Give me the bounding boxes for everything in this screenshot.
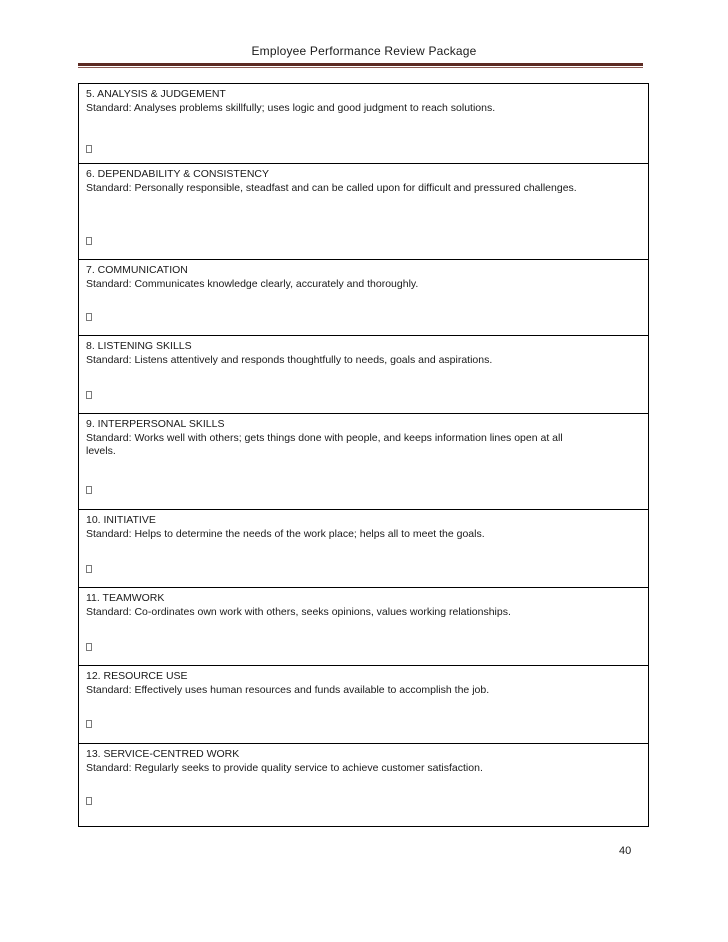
- section-dependability-consistency: [79, 164, 648, 260]
- section-standard: Standard: Helps to determine the needs of the work place; helps all to meet the goals.: [86, 527, 485, 540]
- section-title: 10. INITIATIVE: [86, 514, 156, 526]
- section-title: 6. DEPENDABILITY & CONSISTENCY: [86, 168, 270, 180]
- section-standard: Standard: Effectively uses human resources and funds available to accomplish the job.: [86, 683, 490, 696]
- section-interpersonal-skills: [79, 414, 648, 510]
- section-standard: Standard: Communicates knowledge clearly, accurately and thoroughly.: [86, 277, 419, 290]
- section-title: 9. INTERPERSONAL SKILLS: [86, 418, 225, 430]
- rating-checkbox[interactable]: [86, 486, 92, 494]
- rating-checkbox[interactable]: [86, 313, 92, 321]
- section-standard: Standard: Analyses problems skillfully; uses logic and good judgment to reach solutions.: [86, 101, 496, 114]
- review-criteria-table: [78, 83, 649, 827]
- page-number: 40: [619, 845, 632, 857]
- section-resource-use: [79, 666, 648, 744]
- section-title: 8. LISTENING SKILLS: [86, 340, 192, 352]
- section-title: 5. ANALYSIS & JUDGEMENT: [86, 88, 226, 100]
- section-standard: Standard: Listens attentively and responds thoughtfully to needs, goals and aspirations.: [86, 353, 493, 366]
- rating-checkbox[interactable]: [86, 797, 92, 805]
- page-header-title: Employee Performance Review Package: [251, 44, 477, 58]
- rating-checkbox[interactable]: [86, 565, 92, 573]
- section-standard: Standard: Regularly seeks to provide quality service to achieve customer satisfaction.: [86, 761, 483, 774]
- section-communication: [79, 260, 648, 336]
- section-analysis-judgement: [79, 84, 648, 164]
- section-listening-skills: [79, 336, 648, 414]
- section-teamwork: [79, 588, 648, 666]
- section-title: 7. COMMUNICATION: [86, 264, 188, 276]
- rating-checkbox[interactable]: [86, 237, 92, 245]
- section-title: 11. TEAMWORK: [86, 592, 165, 604]
- section-title: 13. SERVICE-CENTRED WORK: [86, 748, 240, 760]
- section-standard: Standard: Works well with others; gets things done with people, and keeps information lines open at all levels.: [86, 431, 563, 457]
- rating-checkbox[interactable]: [86, 391, 92, 399]
- header-rule-thin: [78, 67, 643, 68]
- header-rule: [78, 63, 643, 66]
- section-standard: Standard: Personally responsible, steadfast and can be called upon for difficult and pressured challenges.: [86, 181, 577, 194]
- rating-checkbox[interactable]: [86, 145, 92, 153]
- section-service-centred-work: [79, 744, 648, 826]
- section-title: 12. RESOURCE USE: [86, 670, 188, 682]
- rating-checkbox[interactable]: [86, 643, 92, 651]
- section-standard: Standard: Co-ordinates own work with others, seeks opinions, values working relationships.: [86, 605, 511, 618]
- rating-checkbox[interactable]: [86, 720, 92, 728]
- section-initiative: [79, 510, 648, 588]
